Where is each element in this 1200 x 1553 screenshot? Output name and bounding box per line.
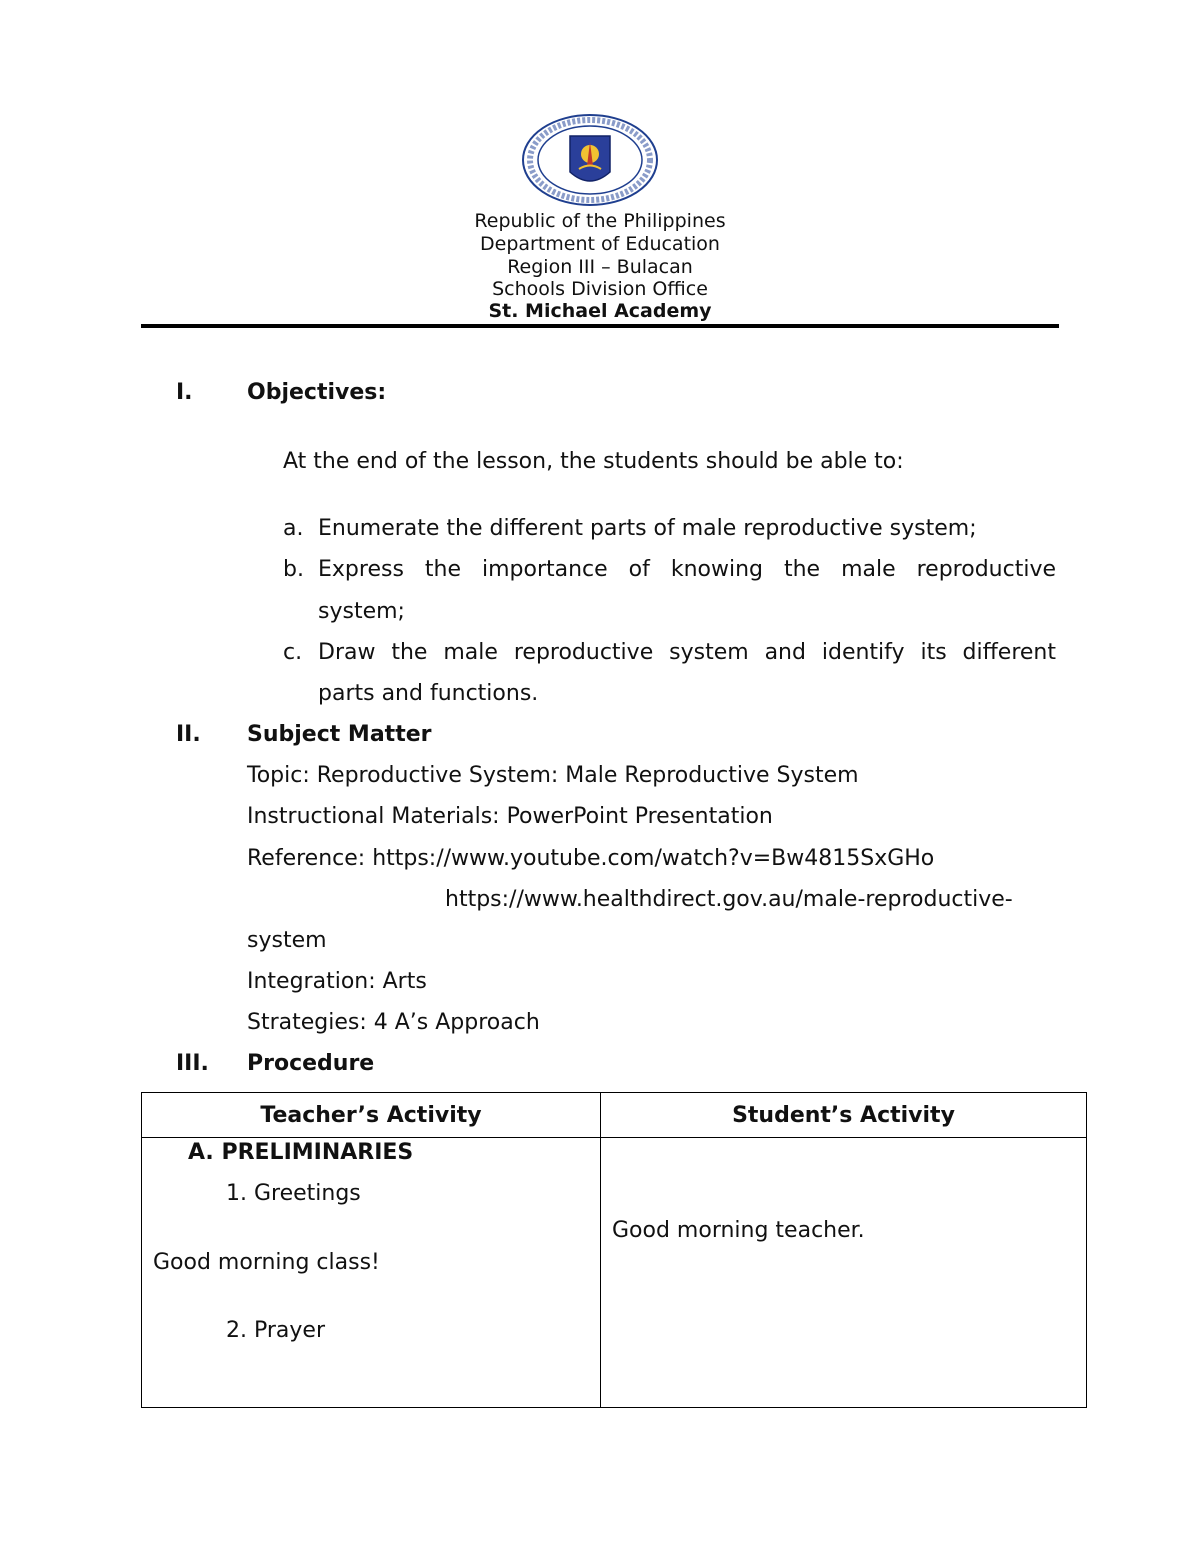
subject-matter-heading: Subject Matter [247, 722, 432, 747]
header-line-4: Schools Division Office [492, 278, 708, 300]
header-line-2: Department of Education [480, 233, 720, 255]
section-numeral-3: III. [176, 1051, 209, 1076]
procedure-heading: Procedure [247, 1051, 375, 1076]
reference-link-2[interactable]: https://www.healthdirect.gov.au/male-reproductive- [445, 887, 1013, 912]
objective-c-text: Draw the male reproductive system and identify its different [318, 640, 1056, 665]
table-header-row [142, 1093, 1087, 1138]
reference-link-1[interactable]: Reference: https://www.youtube.com/watch?v=Bw4815SxGHo [247, 846, 935, 871]
teacher-activity-cell [142, 1138, 601, 1408]
topic-line: Topic: Reproductive System: Male Reproductive System [247, 763, 859, 788]
objectives-intro: At the end of the lesson, the students should be able to: [283, 449, 904, 474]
deped-seal-icon [521, 114, 659, 206]
objective-a-text: Enumerate the different parts of male reproductive system; [318, 516, 977, 541]
procedure-table [141, 1092, 1087, 1408]
header-line-1: Republic of the Philippines [474, 210, 726, 232]
student-activity-cell [601, 1138, 1087, 1408]
objective-marker-b: b. [283, 557, 304, 582]
school-name: St. Michael Academy [488, 300, 712, 322]
table-row [142, 1138, 1087, 1408]
materials-line: Instructional Materials: PowerPoint Presentation [247, 804, 773, 829]
integration-line: Integration: Arts [247, 969, 427, 994]
objective-marker-c: c. [283, 640, 303, 665]
greetings-item: 1. Greetings [226, 1181, 361, 1206]
objective-c-text-cont: parts and functions. [318, 681, 539, 706]
section-numeral-1: I. [176, 380, 193, 405]
preliminaries-heading: A. PRELIMINARIES [188, 1140, 414, 1165]
objectives-heading: Objectives: [247, 380, 387, 405]
prayer-item: 2. Prayer [226, 1318, 325, 1343]
teacher-activity-header: Teacher’s Activity [142, 1093, 601, 1138]
reference-link-2-cont[interactable]: system [247, 928, 327, 953]
header-line-3: Region III – Bulacan [507, 256, 693, 278]
header-divider [141, 324, 1059, 328]
objective-b-text: Express the importance of knowing the male reproductive [318, 557, 1056, 582]
objective-marker-a: a. [283, 516, 304, 541]
objective-b-text-cont: system; [318, 599, 405, 624]
teacher-greeting-text: Good morning class! [153, 1250, 380, 1275]
student-activity-header: Student’s Activity [601, 1093, 1087, 1138]
strategies-line: Strategies: 4 A’s Approach [247, 1010, 540, 1035]
section-numeral-2: II. [176, 722, 201, 747]
student-greeting-text: Good morning teacher. [612, 1218, 865, 1243]
